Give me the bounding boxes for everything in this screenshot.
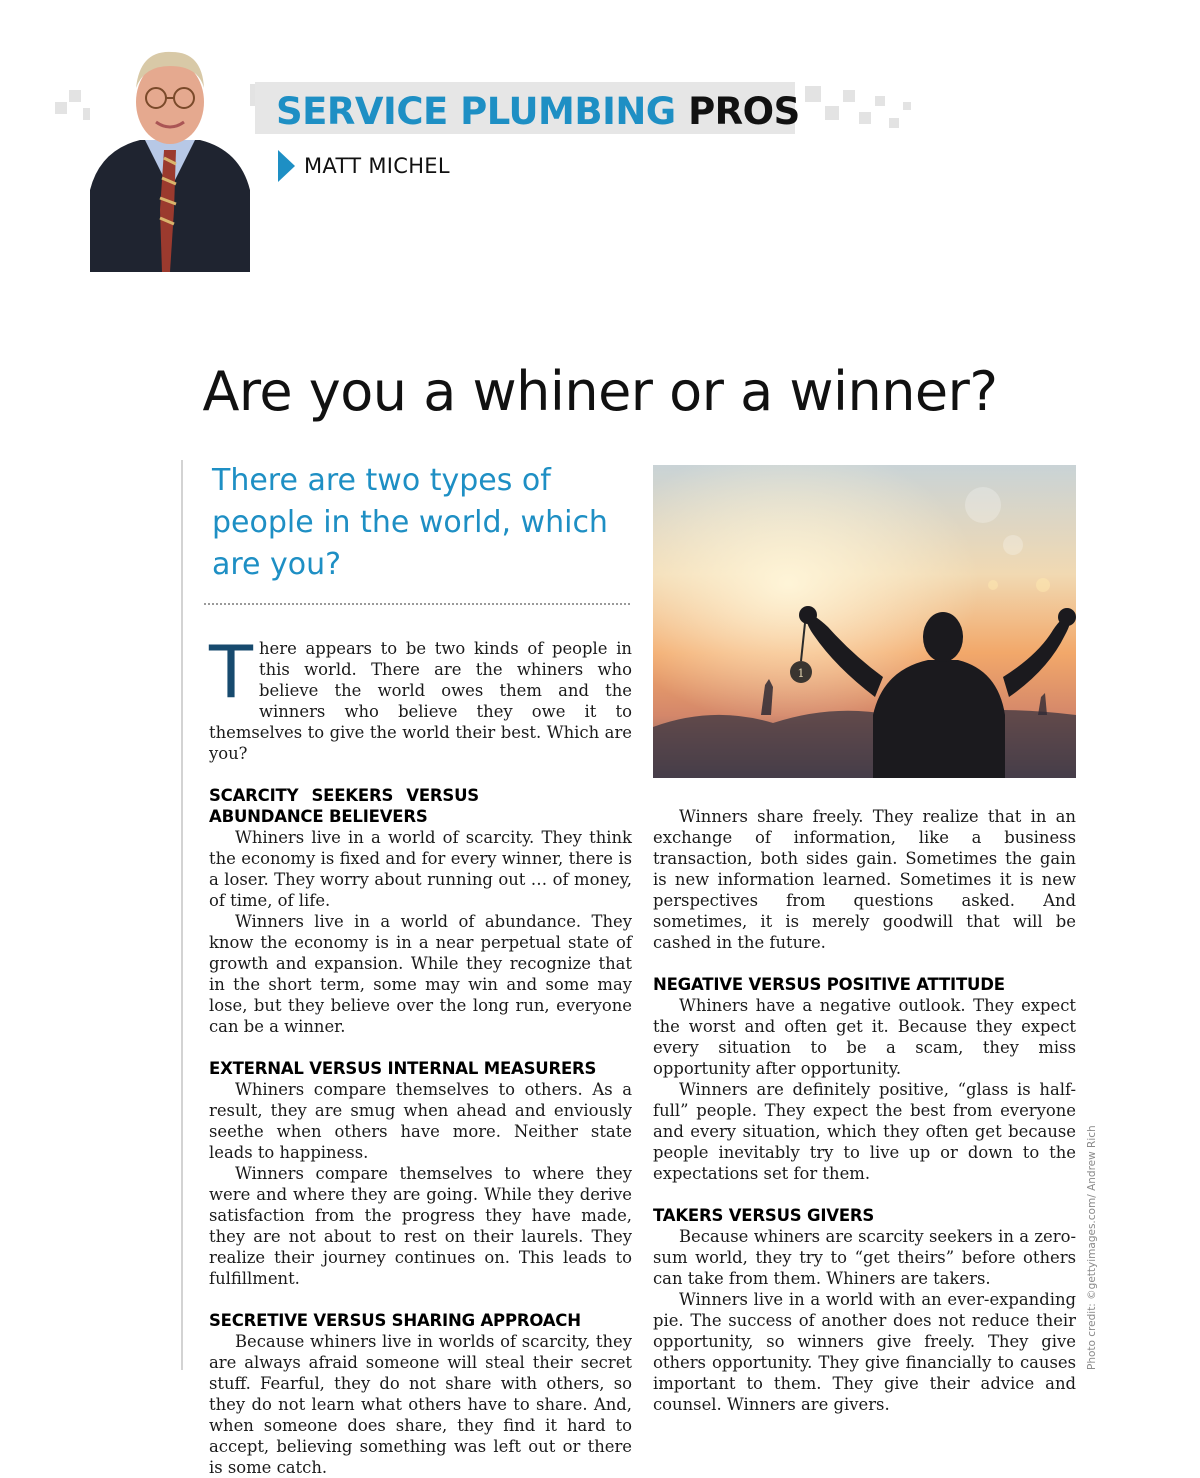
column-name-part1: SERVICE PLUMBING [276,90,676,133]
byline [278,150,450,182]
dotted-divider [204,603,630,605]
left-column [209,630,632,1478]
author-name: MATT MICHEL [304,154,450,178]
body-paragraph: Whiners live in a world of scarcity. They think the economy is fixed and for every winner, there is a loser. They worry about running out … of money, of time, of life. [209,828,632,910]
body-paragraph: Whiners compare themselves to others. As a result, they are smug when ahead and enviously seethe when others have more. Neither state leads to happiness. [209,1080,632,1162]
body-paragraph: Winners compare themselves to where they were and where they are going. While they derive satisfaction from the progress they have made, they are not about to rest on their laurels. They realize their journey continues on. This leads to fulfillment. [209,1164,632,1288]
body-paragraph: Winners live in a world with an ever-expanding pie. The success of another does not reduce their opportunity, so winners give freely. They give others opportunity. They give financially to causes important to them. They give their advice and counsel. Winners are givers. [653,1290,1076,1414]
hero-image [653,465,1076,778]
intro-text: here appears to be two kinds of people in this world. There are the whiners who believe the world owes them and the winners who believe they owe it to themselves to give the world their best. Which are you? [209,639,632,763]
section-heading: NEGATIVE VERSUS POSITIVE ATTITUDE [653,975,1005,994]
intro-paragraph [209,630,632,764]
drop-cap: T [209,630,253,714]
section-heading: TAKERS VERSUS GIVERS [653,1206,875,1225]
column-name-part2: PROS [688,90,800,133]
author-photo [90,40,250,272]
section-heading: EXTERNAL VERSUS INTERNAL MEASURERS [209,1059,597,1078]
body-paragraph: Because whiners live in worlds of scarcity, they are always afraid someone will steal their secret stuff. Fearful, they do not share with others, so they do not learn what others have to share. And, when someone does share, they find it hard to accept, believing something was left out or there is some catch. [209,1332,632,1477]
left-rule [181,460,183,1370]
medal-number: 1 [797,667,805,680]
body-paragraph: Winners live in a world of abundance. They know the economy is in a near perpetual state of growth and expansion. While they recognize that in the short term, some may win and some may lose, but they believe over the long run, everyone can be a winner. [209,912,632,1036]
triangle-icon [278,150,295,182]
right-column [653,806,1076,1415]
body-paragraph: Whiners have a negative outlook. They expect the worst and often get it. Because they expect every situation to be a scam, they miss opportunity after opportunity. [653,996,1076,1078]
article-deck: There are two types of people in the world, which are you? [212,463,608,582]
section-heading: SECRETIVE VERSUS SHARING APPROACH [209,1311,581,1330]
photo-credit: Photo credit: ©gettyimages.com/ Andrew Rich [1086,1125,1098,1370]
column-name [276,88,800,136]
body-paragraph: Because whiners are scarcity seekers in a zero-sum world, they try to “get theirs” before others can take from them. Whiners are takers. [653,1227,1076,1288]
section-heading: SCARCITY SEEKERS VERSUS ABUNDANCE BELIEVERS [209,786,479,826]
article-title: Are you a whiner or a winner? [202,360,998,423]
body-paragraph: Winners share freely. They realize that in an exchange of information, like a business transaction, both sides gain. Sometimes the gain is new information learned. Sometimes it is new perspectives from questions asked. And sometimes, it is merely goodwill that will be cashed in the future. [653,807,1076,952]
body-paragraph: Winners are definitely positive, “glass is half-full” people. They expect the best from everyone and every situation, which they often get because people inevitably try to live up or down to the expectations set for them. [653,1080,1076,1183]
